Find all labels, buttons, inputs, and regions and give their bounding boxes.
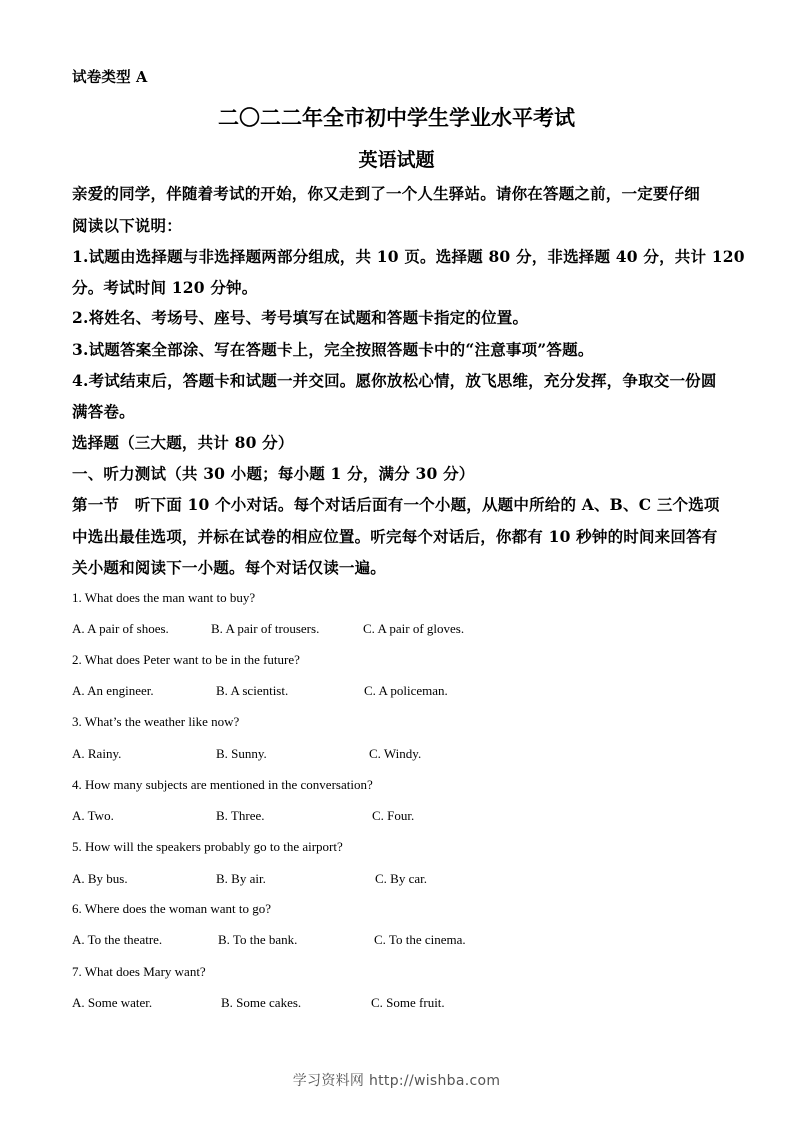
instruction-item-2: 2.将姓名、考场号、座号、考号填写在试题和答题卡指定的位置。 (72, 308, 529, 327)
question-4: 4. How many subjects are mentioned in the conversation? (72, 777, 373, 792)
question-1-option-b: B. A pair of trousers. (211, 621, 320, 636)
question-7-option-b: B. Some cakes. (221, 995, 302, 1010)
instruction-item-1-line-2: 分。考试时间 120 分钟。 (72, 278, 258, 297)
question-5-option-a: A. By bus. (72, 871, 128, 886)
exam-title: 二〇二二年全市初中学生学业水平考试 (218, 105, 575, 130)
choice-section-heading: 选择题（三大题，共计 80 分） (72, 433, 294, 452)
question-2-option-c: C. A policeman. (364, 683, 448, 698)
part-1-instruction-line-1: 第一节 听下面 10 个小对话。每个对话后面有一个小题，从题中所给的 A、B、C 三个选项 (72, 495, 720, 514)
question-5-option-c: C. By car. (375, 871, 427, 886)
question-7-option-c: C. Some fruit. (371, 995, 445, 1010)
question-2-option-b: B. A scientist. (216, 683, 289, 698)
question-4-option-b: B. Three. (216, 808, 265, 823)
instruction-item-4-line-2: 满答卷。 (72, 402, 135, 421)
question-6-option-a: A. To the theatre. (72, 932, 163, 947)
question-6: 6. Where does the woman want to go? (72, 901, 272, 916)
question-3-option-a: A. Rainy. (72, 746, 122, 761)
paper-type: 试卷类型 A (72, 69, 148, 86)
question-1: 1. What does the man want to buy? (72, 590, 256, 605)
question-4-option-a: A. Two. (72, 808, 114, 823)
subject-title: 英语试题 (358, 149, 435, 171)
question-5-option-b: B. By air. (216, 871, 266, 886)
question-5: 5. How will the speakers probably go to the airport? (72, 839, 343, 854)
question-1-option-a: A. A pair of shoes. (72, 621, 169, 636)
question-7-option-a: A. Some water. (72, 995, 153, 1010)
question-1-option-c: C. A pair of gloves. (363, 621, 465, 636)
part-1-instruction-line-2: 中选出最佳选项，并标在试卷的相应位置。听完每个对话后，你都有 10 秒钟的时间来回答有 (72, 527, 718, 546)
instruction-item-4-line-1: 4.考试结束后，答题卡和试题一并交回。愿你放松心情，放飞思维，充分发挥，争取交一份圆 (72, 371, 717, 390)
question-6-option-c: C. To the cinema. (374, 932, 466, 947)
instruction-item-3: 3.试题答案全部涂、写在答题卡上，完全按照答题卡中的“注意事项”答题。 (72, 340, 594, 359)
question-2: 2. What does Peter want to be in the future? (72, 652, 300, 667)
question-3-option-c: C. Windy. (369, 746, 422, 761)
question-3-option-b: B. Sunny. (216, 746, 267, 761)
footer-watermark: 学习资料网 http://wishba.com (292, 1073, 501, 1089)
question-6-option-b: B. To the bank. (218, 932, 298, 947)
intro-line-2: 阅读以下说明： (72, 216, 182, 235)
question-2-option-a: A. An engineer. (72, 683, 154, 698)
question-7: 7. What does Mary want? (72, 964, 206, 979)
part-1-instruction-line-3: 关小题和阅读下一小题。每个对话仅读一遍。 (72, 558, 387, 577)
question-3: 3. What’s the weather like now? (72, 714, 240, 729)
listening-section-heading: 一、听力测试（共 30 小题；每小题 1 分，满分 30 分） (72, 464, 475, 483)
instruction-item-1-line-1: 1.试题由选择题与非选择题两部分组成，共 10 页。选择题 80 分，非选择题 40 分，共计 120 (72, 247, 745, 266)
question-4-option-c: C. Four. (372, 808, 415, 823)
intro-line-1: 亲爱的同学，伴随着考试的开始，你又走到了一个人生驿站。请你在答题之前，一定要仔细 (72, 184, 701, 203)
